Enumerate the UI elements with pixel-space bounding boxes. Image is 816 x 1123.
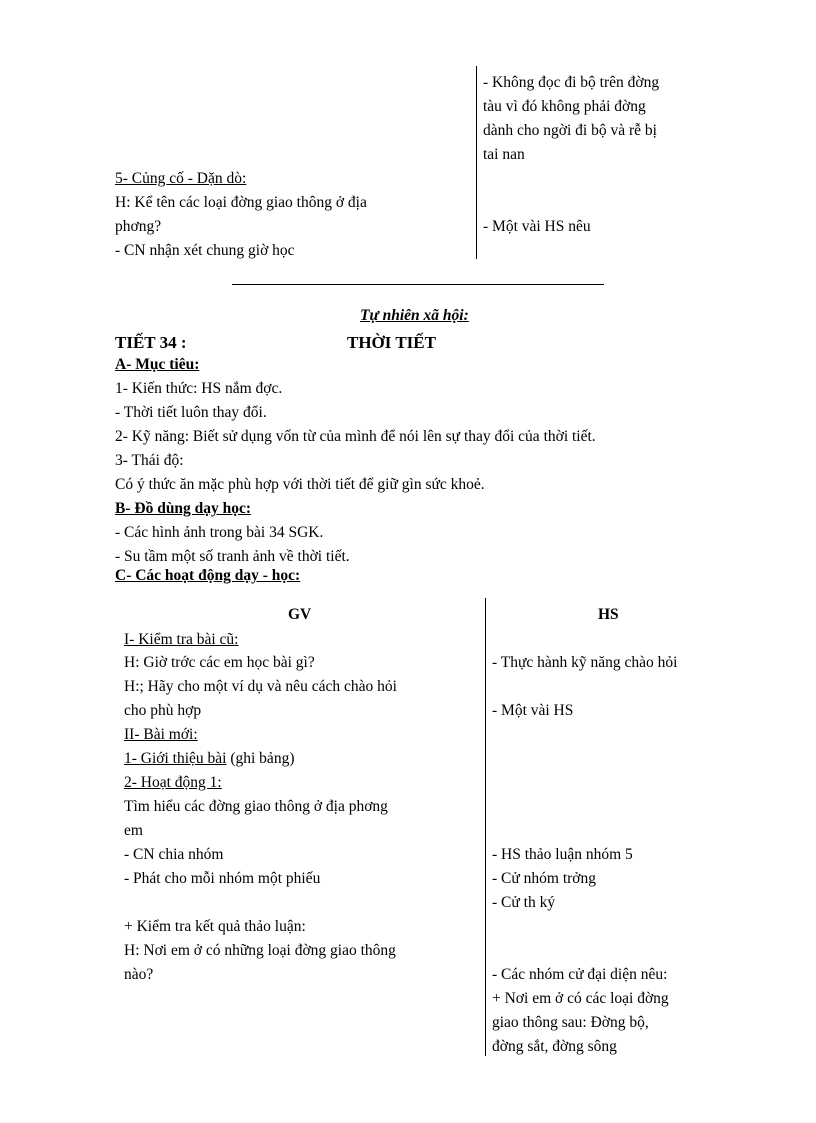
section-c-heading: C- Các hoạt động dạy - học: (115, 567, 301, 584)
top-right-line-1: - Không đọc đi bộ trên đờng (483, 74, 660, 91)
hs-answer-4: - Cử nhóm trởng (492, 870, 596, 887)
top-right-line-4: tai nan (483, 146, 525, 163)
gv-introduction (124, 749, 294, 769)
top-column-divider (476, 66, 477, 259)
section-b-line-2: - Su tầm một số tranh ảnh về thời tiết. (115, 548, 350, 565)
gv-review-heading: I- Kiểm tra bài cũ: (124, 631, 239, 648)
gv-check-results: + Kiểm tra kết quả thảo luận: (124, 918, 306, 935)
section-b-line-1: - Các hình ảnh trong bài 34 SGK. (115, 524, 324, 541)
section-a-heading: A- Mục tiêu: (115, 356, 200, 373)
period-label: TIẾT 34 : (115, 333, 187, 352)
consolidation-remark: - CN nhận xét chung giờ học (115, 242, 295, 259)
gv-column-header: GV (288, 606, 312, 623)
hs-answer-3: - HS thảo luận nhóm 5 (492, 846, 633, 863)
consolidation-question-2: phơng? (115, 218, 162, 235)
table-column-divider (485, 598, 486, 1056)
lesson-title: THỜI TIẾT (347, 333, 436, 352)
top-right-line-3: dành cho ngời đi bộ và rễ bị (483, 122, 657, 139)
subject-title: Tự nhiên xã hội: (360, 307, 469, 324)
gv-hand-out-sheet: - Phát cho mỗi nhóm một phiếu (124, 870, 321, 887)
hs-answer-9: đờng sắt, đờng sông (492, 1038, 617, 1055)
section-a-line-4: 3- Thái độ: (115, 452, 184, 469)
section-a-line-2: - Thời tiết luôn thay đổi. (115, 404, 267, 421)
gv-question-2a: H:; Hãy cho một ví dụ và nêu cách chào hỏi (124, 678, 397, 695)
section-b-heading: B- Đồ dùng dạy học: (115, 500, 252, 517)
hs-answer-5: - Cử th ký (492, 894, 556, 911)
gv-explore-a: Tìm hiểu các đờng giao thông ở địa phơng (124, 798, 388, 815)
top-right-answer: - Một vài HS nêu (483, 218, 591, 235)
gv-divide-groups: - CN chia nhóm (124, 846, 224, 863)
gv-question-2b: cho phù hợp (124, 702, 202, 719)
gv-new-lesson-heading: II- Bài mới: (124, 726, 198, 743)
consolidation-question-1: H: Kể tên các loại đờng giao thông ở địa (115, 194, 367, 211)
section-a-line-3: 2- Kỹ năng: Biết sử dụng vốn từ của mình để nói lên sự thay đổi của thời tiết. (115, 428, 596, 445)
top-right-line-2: tàu vì đó không phải đờng (483, 98, 646, 115)
gv-question-3a: H: Nơi em ở có những loại đờng giao thông (124, 942, 396, 959)
gv-question-3b: nào? (124, 966, 154, 983)
section-a-line-5: Có ý thức ăn mặc phù hợp với thời tiết để giữ gìn sức khoẻ. (115, 476, 485, 493)
gv-introduction-label: 1- Giới thiệu bài (124, 750, 227, 767)
consolidation-heading: 5- Củng cố - Dặn dò: (115, 170, 247, 187)
gv-explore-b: em (124, 822, 143, 839)
gv-question-1: H: Giờ trớc các em học bài gì? (124, 654, 315, 671)
hs-column-header: HS (598, 606, 619, 623)
gv-introduction-note: (ghi bảng) (226, 750, 295, 767)
hs-answer-1: - Thực hành kỹ năng chào hỏi (492, 654, 678, 671)
section-separator (232, 284, 604, 285)
gv-activity-1-heading: 2- Hoạt động 1: (124, 774, 222, 791)
hs-answer-7: + Nơi em ở có các loại đờng (492, 990, 669, 1007)
hs-answer-8: giao thông sau: Đờng bộ, (492, 1014, 649, 1031)
section-a-line-1: 1- Kiến thức: HS nắm đợc. (115, 380, 283, 397)
hs-answer-2: - Một vài HS (492, 702, 574, 719)
hs-answer-6: - Các nhóm cử đại diện nêu: (492, 966, 668, 983)
